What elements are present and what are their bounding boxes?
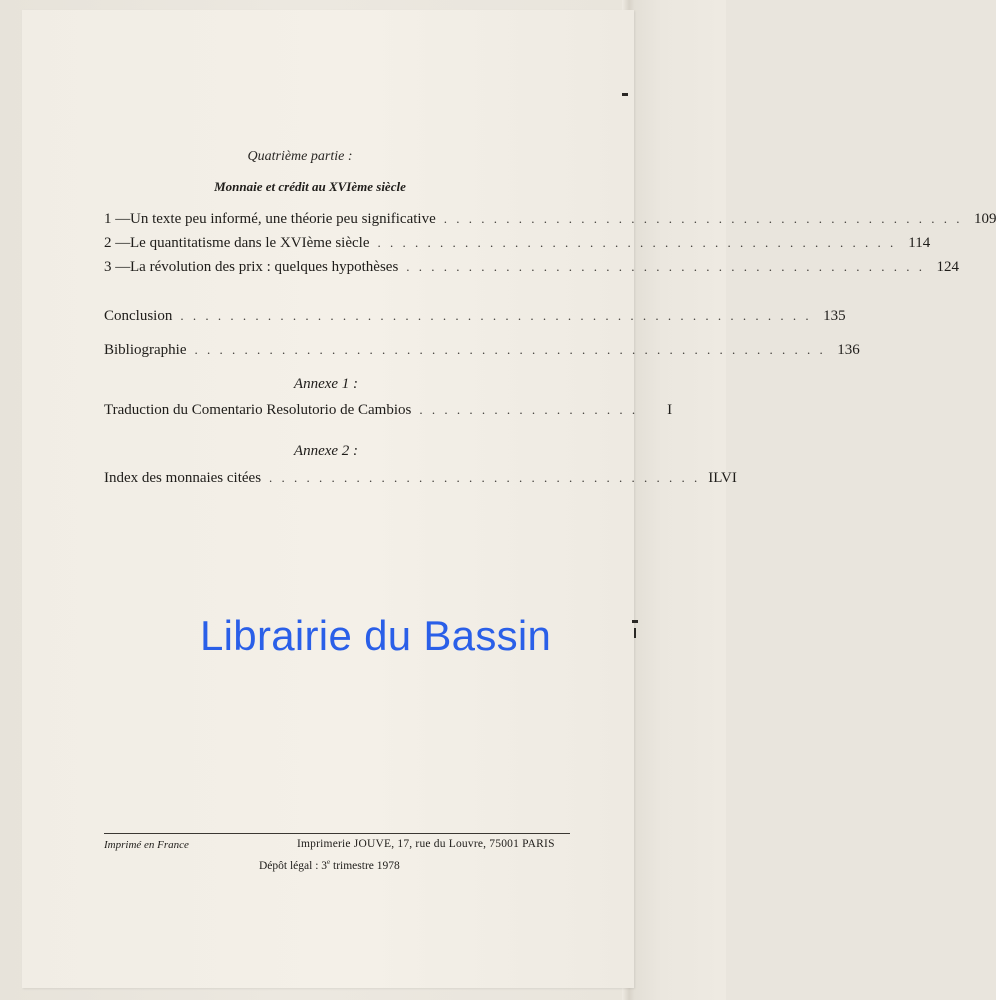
conclusion-title: Conclusion (104, 308, 173, 324)
part-title: Quatrième partie : (247, 149, 353, 164)
dot-leader: . . . . . . . . . . . . . . . . . . . . . . . . . . . . . . . . . . . . . . . . . . . . . . . . . . . (194, 342, 826, 357)
page-number: 114 (908, 235, 931, 251)
page-number: ILVI (708, 470, 737, 486)
legal-deposit (259, 858, 400, 872)
edge-mark (622, 93, 628, 96)
page-number: 109 (973, 211, 996, 227)
dot-leader: . . . . . . . . . . . . . . . . . . . . . . . . . . . . . . . . . . . . . . . . . . (377, 235, 897, 250)
legal-deposit-prefix: Dépôt légal : 3 (259, 859, 328, 872)
toc-entry (104, 402, 673, 419)
page-number: 135 (823, 308, 846, 324)
annex-1-title: Traduction du Comentario Resolutorio de Cambios (104, 402, 412, 418)
bibliography-title: Bibliographie (104, 342, 187, 358)
page-number: 136 (837, 342, 860, 358)
chapter-number: 3 — (104, 259, 131, 275)
toc-entry (104, 259, 960, 276)
chapter-number: 1 — (104, 211, 131, 227)
chapter-title: La révolution des prix : quelques hypothèses (130, 259, 399, 275)
footer-divider (104, 833, 570, 834)
watermark-text: Librairie du Bassin (200, 612, 552, 659)
legal-deposit-suffix: trimestre 1978 (330, 859, 400, 872)
edge-mark (634, 628, 636, 638)
adjacent-page (634, 0, 726, 1000)
page-number: I (667, 402, 673, 418)
printed-in-label: Imprimé en France (104, 839, 189, 851)
toc-entry (104, 470, 737, 487)
dot-leader: . . . . . . . . . . . . . . . . . . . . . . . . . . . . . . . . . . . . . . . . . . . . . . . . . . . (180, 308, 812, 323)
annex-2-label: Annexe 2 : (293, 443, 359, 459)
toc-entry (104, 211, 996, 228)
toc-entry (104, 308, 846, 325)
section-title: Monnaie et crédit au XVIème siècle (214, 179, 406, 194)
annex-2-title: Index des monnaies citées (104, 470, 262, 486)
dot-leader: . . . . . . . . . . . . . . . . . . . . . . . . . . . . . . . . . . . . . . . . . . (406, 259, 926, 274)
chapter-title: Le quantitatisme dans le XVIème siècle (130, 235, 370, 251)
chapter-number: 2 — (104, 235, 131, 251)
edge-mark (632, 620, 638, 623)
printer-info: Imprimerie JOUVE, 17, rue du Louvre, 75001 PARIS (297, 838, 555, 850)
dot-leader: . . . . . . . . . . . . . . . . . . (419, 402, 639, 417)
dot-leader: . . . . . . . . . . . . . . . . . . . . . . . . . . . . . . . . . . . (269, 470, 701, 485)
chapter-title: Un texte peu informé, une théorie peu significative (130, 211, 436, 227)
toc-entry (104, 342, 860, 359)
annex-1-label: Annexe 1 : (293, 376, 359, 392)
legal-deposit-ordinal: e (327, 858, 331, 866)
page-number: 124 (936, 259, 960, 275)
dot-leader: . . . . . . . . . . . . . . . . . . . . . . . . . . . . . . . . . . . . . . . . . . (443, 211, 963, 226)
toc-entry (104, 235, 931, 252)
